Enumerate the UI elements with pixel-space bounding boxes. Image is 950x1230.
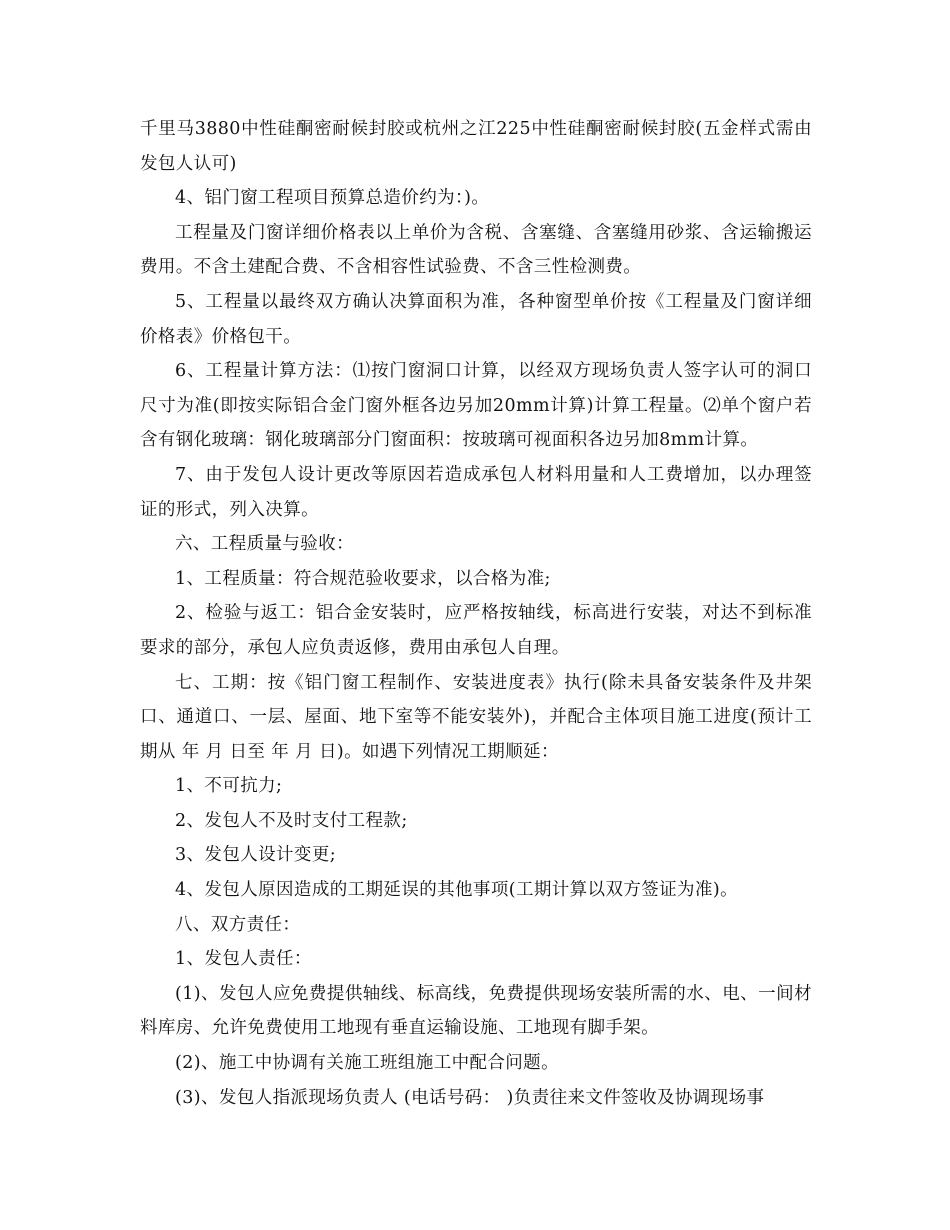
list-item-force-majeure: 1、不可抗力; (175, 776, 283, 797)
paragraph-price-table-note: 工程量及门窗详细价格表以上单价为含税、含塞缝、含塞缝用砂浆、含运输搬运费用。不含土建配合费、不含相容性试验费、不含三性检测费。 (140, 222, 812, 278)
subheading-employer-responsibility: 1、发包人责任： (175, 949, 312, 970)
paragraph-inspection-rework: 2、检验与返工：铝合金安装时，应严格按轴线，标高进行安装，对达不到标准要求的部分，承包人应负责返修，费用由承包人自理。 (140, 603, 812, 658)
paragraph-sealant-spec: 千里马3880中性硅酮密耐候封胶或杭州之江225中性硅酮密耐候封胶(五金样式需由发包人认可) (140, 119, 812, 174)
paragraph-employer-duty-1: (1)、发包人应免费提供轴线、标高线，免费提供现场安装所需的水、电、一间材料库房、允许免费使用工地现有垂直运输设施、工地现有脚手架。 (140, 983, 812, 1039)
paragraph-calculation-method: 6、工程量计算方法：⑴按门窗洞口计算，以经双方现场负责人签字认可的洞口尺寸为准(即按实际铝合金门窗外框各边另加20mm计算)计算工程量。⑵单个窗户若含有钢化玻璃：钢化玻璃部分门窗面积：按玻璃可视面积各边另加8mm计算。 (140, 361, 812, 451)
paragraph-budget-total: 4、铝门窗工程项目预算总造价约为：)。 (175, 188, 490, 209)
section-heading-schedule: 七、工期：按《铝门窗工程制作、安装进度表》执行(除未具备安装条件及井架口、通道口、一层、屋面、地下室等不能安装外)，并配合主体项目施工进度(预计工期从 年 月 日至 年 月 日)。如遇下列情况工期顺延： (140, 672, 812, 762)
paragraph-design-change: 7、由于发包人设计更改等原因若造成承包人材料用量和人工费增加，以办理签证的形式，列入决算。 (140, 464, 812, 520)
list-item-design-change: 3、发包人设计变更; (175, 845, 337, 866)
paragraph-settlement-area: 5、工程量以最终双方确认决算面积为准，各种窗型单价按《工程量及门窗详细价格表》价格包干。 (140, 291, 812, 347)
section-heading-quality: 六、工程质量与验收： (175, 534, 354, 555)
list-item-other-delays: 4、发包人原因造成的工期延误的其他事项(工期计算以双方签证为准)。 (175, 880, 738, 901)
document-body (140, 112, 812, 1115)
paragraph-quality-standard: 1、工程质量：符合规范验收要求，以合格为准; (175, 568, 551, 589)
section-heading-responsibilities: 八、双方责任： (175, 914, 301, 935)
paragraph-employer-duty-3: (3)、发包人指派现场负责人 (电话号码： )负责往来文件签收及协调现场事 (175, 1087, 765, 1108)
paragraph-employer-duty-2: (2)、施工中协调有关施工班组施工中配合问题。 (175, 1053, 559, 1074)
list-item-late-payment: 2、发包人不及时支付工程款; (175, 810, 408, 831)
